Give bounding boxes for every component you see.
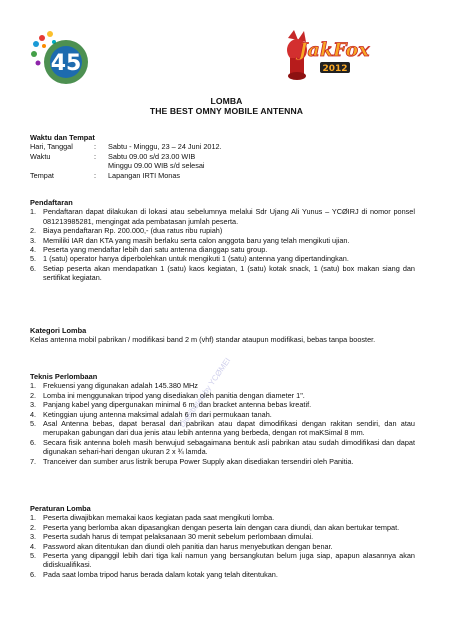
- row-label: Waktu: [30, 151, 51, 161]
- list-item: [30, 391, 415, 400]
- item-number: 5.: [30, 254, 37, 264]
- item-text: Frekuensi yang digunakan adalah 145.380 MHz: [43, 381, 198, 391]
- peraturan-list: [30, 513, 415, 579]
- list-item: [30, 400, 415, 409]
- list-item: [30, 226, 415, 235]
- item-number: 2.: [30, 390, 37, 400]
- section-pendaftaran: [30, 198, 415, 283]
- item-text: Secara fisik antenna boleh masih berwujud sebagaimana bentuk asli pabrikan atau sudah dimodifikasi dan dapat digunakan sehari-hari dengan ukuran 2 x ¾ lamda.: [43, 437, 415, 457]
- pendaftaran-list: [30, 207, 415, 282]
- item-text: Lomba ini menggunakan tripod yang disediakan oleh panitia dengan diameter 1".: [43, 390, 305, 400]
- item-number: 1.: [30, 381, 37, 391]
- section-waktu: [30, 133, 415, 180]
- item-text: Peserta diwajibkan memakai kaos kegiatan pada saat mengikuti lomba.: [43, 513, 275, 523]
- anniversary-logo: [28, 30, 94, 92]
- item-number: 6.: [30, 437, 37, 447]
- list-item: [30, 419, 415, 438]
- list-item: [30, 236, 415, 245]
- item-text: Biaya pendaftaran Rp. 200.000,- (dua ratus ribu rupiah): [43, 226, 223, 236]
- teknis-list: [30, 381, 415, 466]
- logo-right-year: 2012: [322, 64, 348, 74]
- row-colon: :: [94, 170, 97, 180]
- list-item: [30, 542, 415, 551]
- row-value: Sabtu 09.00 s/d 23.00 WIB: [108, 151, 196, 161]
- item-number: 3.: [30, 400, 37, 410]
- list-item: [30, 254, 415, 263]
- teknis-heading: Teknis Perlombaan: [30, 372, 98, 381]
- item-text: Ketinggian ujung antenna maksimal adalah 6 m dari permukaan tanah.: [43, 409, 272, 419]
- waktu-row: [30, 152, 415, 161]
- list-item: [30, 381, 415, 390]
- item-number: 5.: [30, 419, 37, 429]
- page-title: THE BEST OMNY MOBILE ANTENNA: [149, 106, 304, 116]
- list-item: [30, 523, 415, 532]
- item-number: 6.: [30, 569, 37, 579]
- row-value: Minggu 09.00 WIB s/d selesai: [108, 161, 205, 171]
- list-item: [30, 264, 415, 283]
- item-text: 1 (satu) operator hanya diperbolehkan untuk mengikuti 1 (satu) antenna yang dipertandingkan.: [43, 254, 349, 264]
- list-item: [30, 207, 415, 226]
- waktu-row: [30, 142, 415, 151]
- item-text: Peserta yang mendaftar lebih dari satu antenna dianggap satu group.: [43, 245, 268, 255]
- pendaftaran-heading: Pendaftaran: [30, 198, 73, 207]
- item-text: Pada saat lomba tripod harus berada dalam kotak yang telah ditentukan.: [43, 569, 278, 579]
- kategori-heading: Kategori Lomba: [30, 326, 87, 335]
- row-colon: [94, 161, 108, 170]
- row-label: Hari, Tanggal: [30, 142, 73, 152]
- list-item: [30, 245, 415, 254]
- waktu-row: [30, 161, 415, 170]
- list-item: [30, 410, 415, 419]
- row-colon: :: [94, 151, 97, 161]
- list-item: [30, 438, 415, 457]
- peraturan-heading: Peraturan Lomba: [30, 504, 91, 513]
- waktu-heading: Waktu dan Tempat: [30, 133, 95, 142]
- item-number: 2.: [30, 522, 37, 532]
- item-text: Tranceiver dan sumber arus listrik berupa Power Supply akan disediakan tersendiri oleh Panitia.: [43, 456, 354, 466]
- row-label: [30, 161, 94, 170]
- item-number: 4.: [30, 245, 37, 255]
- logo-right-text: JakFox: [298, 39, 370, 61]
- watermark: Distributed by YCØMEI: [177, 356, 233, 429]
- list-item: [30, 570, 415, 579]
- item-number: 1.: [30, 513, 37, 523]
- item-number: 7.: [30, 456, 37, 466]
- item-text: Peserta sudah harus di tempat pelaksanaan 30 menit sebelum perlombaan dimulai.: [43, 532, 314, 542]
- item-text: Panjang kabel yang dipergunakan minimal 6 m, dan bracket antenna bebas kreatif.: [43, 400, 312, 410]
- item-number: 2.: [30, 226, 37, 236]
- item-text: Pendaftaran dapat dilakukan di lokasi atau sebelumnya melalui Sdr Ujang Ali Yunus – YCØIRJ di nomor ponsel 081213985281, mengingat ada pembatasan jumlah peserta.: [43, 207, 415, 226]
- item-text: Memiliki IAR dan KTA yang masih berlaku serta calon anggota baru yang telah mengikuti ujian.: [43, 235, 350, 245]
- list-item: [30, 551, 415, 570]
- item-text: Peserta yang dipanggil lebih dari tiga kali namun yang bersangkutan belum juga siap, apapun alasannya akan didiskualifikasi.: [43, 551, 415, 570]
- item-number: 1.: [30, 207, 37, 217]
- row-value: Sabtu - Minggu, 23 – 24 Juni 2012.: [108, 142, 222, 152]
- item-text: Asal Antenna bebas, dapat berasal dari pabrikan atau dapat dimodifikasi dengan rakitan sendiri, dan atau merupakan gabungan dari dua jenis atau lebih antenna yang berbeda, dengan rot maKSimal 8 mm.: [43, 419, 415, 438]
- item-number: 4.: [30, 409, 37, 419]
- item-number: 3.: [30, 532, 37, 542]
- item-number: 5.: [30, 551, 37, 561]
- item-text: Peserta yang berlomba akan dipasangkan dengan peserta lain dengan cara diundi, dan akan bertukar tempat.: [43, 522, 400, 532]
- section-peraturan: [30, 504, 415, 579]
- waktu-row: [30, 171, 415, 180]
- item-number: 6.: [30, 263, 37, 273]
- title-line-1: LOMBA: [210, 96, 243, 106]
- list-item: [30, 457, 415, 466]
- item-number: 3.: [30, 235, 37, 245]
- row-value: Lapangan IRTI Monas: [108, 170, 181, 180]
- list-item: [30, 513, 415, 522]
- row-colon: :: [94, 142, 97, 152]
- logo-left-text: 45: [50, 51, 82, 76]
- jakfox-logo: [282, 28, 370, 86]
- kategori-text: Kelas antenna mobil pabrikan / modifikasi band 2 m (vhf) standar ataupun modifikasi, bebas tanpa booster.: [30, 335, 376, 345]
- row-label: Tempat: [30, 170, 54, 180]
- item-text: Password akan ditentukan dan diundi oleh panitia dan harus menyebutkan dengan benar.: [43, 541, 333, 551]
- section-teknis: [30, 372, 415, 466]
- section-kategori: [30, 326, 415, 345]
- item-number: 4.: [30, 541, 37, 551]
- item-text: Setiap peserta akan mendapatkan 1 (satu) kaos kegiatan, 1 (satu) kotak snack, 1 (satu) box makan siang dan sertifikat kegiatan.: [43, 263, 415, 283]
- list-item: [30, 532, 415, 541]
